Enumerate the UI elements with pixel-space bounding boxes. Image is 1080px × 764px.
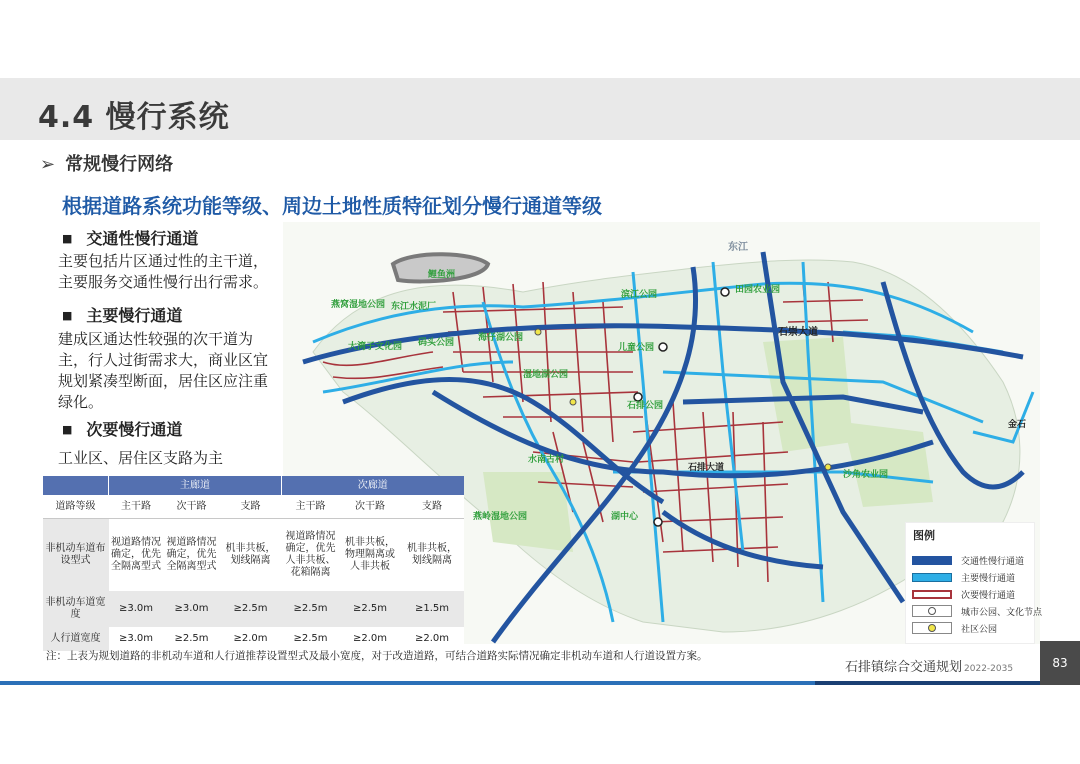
map-legend	[905, 522, 1043, 644]
column-header: 主干路	[282, 495, 340, 519]
table-cell: ≥1.5m	[401, 591, 464, 627]
map-label: 石崇大道	[778, 327, 818, 338]
map-label: 滨江公园	[621, 290, 658, 300]
category-desc-secondary: 工业区、居住区支路为主	[58, 449, 224, 467]
section-subtitle	[40, 150, 173, 176]
table-cell: ≥2.0m	[340, 627, 401, 651]
map-label: 石排公园	[627, 401, 664, 411]
community-park-marker	[535, 329, 541, 335]
city-park-marker	[654, 518, 662, 526]
group-header: 主廊道	[109, 476, 282, 495]
table-cell: ≥2.5m	[340, 591, 401, 627]
map-label: 水南古村	[528, 455, 565, 465]
map-label: 燕窝湿地公园	[331, 300, 386, 310]
bullet-icon: ■	[62, 423, 73, 436]
community-park-marker	[570, 399, 576, 405]
map-label: 海仔湖公园	[478, 333, 524, 343]
category-heading-main: ■ 主要慢行通道	[62, 306, 183, 325]
category-heading-secondary: ■ 次要慢行通道	[62, 420, 183, 439]
subtitle-text: 常规慢行网络	[65, 154, 174, 175]
category-desc-traffic: 主要包括片区通过性的主干道，主要服务交通性慢行出行需求。	[58, 252, 269, 291]
map-label: 东江水泥厂	[391, 302, 437, 312]
table-cell: 机非共板，划线隔离	[401, 519, 464, 592]
map-label: 大湾子文化园	[348, 342, 403, 352]
legend-swatch	[912, 573, 952, 582]
circle-icon	[928, 624, 936, 632]
circle-icon	[928, 607, 936, 615]
map-label: 沙角农业园	[843, 470, 889, 480]
table-cell: 非机动车道宽度	[43, 591, 109, 627]
table-row	[43, 591, 464, 627]
table-cell: 机非共板，物理隔离或人非共板	[340, 519, 401, 592]
map-label: 金石	[1008, 420, 1027, 430]
map-label: 田园农业园	[735, 285, 781, 295]
category-desc-main: 建成区通达性较强的次干道为主，行人过街需求大，商业区宜规划紧凑型断面，居住区应注重绿化。	[58, 330, 269, 411]
table-cell: ≥2.0m	[401, 627, 464, 651]
table-cell: ≥3.0m	[164, 591, 220, 627]
table-cell: ≥2.0m	[220, 627, 282, 651]
community-park-marker	[825, 464, 831, 470]
column-header: 支路	[401, 495, 464, 519]
legend-swatch	[912, 622, 952, 634]
category-heading-traffic: ■ 交通性慢行通道	[62, 229, 199, 248]
chevron-icon: ➢	[40, 154, 56, 175]
table-row	[43, 519, 464, 592]
plan-years: 2022-2035	[964, 664, 1014, 674]
legend-item-traffic: 交通性慢行通道	[912, 553, 1024, 567]
city-park-marker	[721, 288, 729, 296]
table-cell: ≥2.5m	[220, 591, 282, 627]
legend-item-community-park: 社区公园	[912, 621, 997, 635]
table-cell: ≥3.0m	[109, 591, 164, 627]
map-label: 东江	[728, 242, 748, 253]
spec-table	[42, 476, 464, 651]
bullet-icon: ■	[62, 232, 73, 245]
table-cell: ≥2.5m	[282, 627, 340, 651]
table-group-header	[43, 476, 464, 495]
legend-item-city-park: 城市公园、文化节点	[912, 604, 1042, 618]
map-label: 儿童公园	[618, 343, 655, 353]
plan-name: 石排镇综合交通规划 2022-2035	[845, 660, 1014, 675]
column-header: 主干路	[109, 495, 164, 519]
map-label: 燕岭湿地公园	[473, 512, 528, 522]
headline: 根据道路系统功能等级、周边土地性质特征划分慢行通道等级	[62, 194, 602, 218]
city-park-marker	[634, 393, 642, 401]
legend-item-main: 主要慢行通道	[912, 570, 1015, 584]
table-cell: 视道路情况确定，优先人非共板、花箱隔离	[282, 519, 340, 592]
table-cell: 人行道宽度	[43, 627, 109, 651]
footer-bar-accent	[815, 681, 1040, 685]
page-title: 4.4 慢行系统	[38, 100, 230, 135]
bullet-icon: ■	[62, 309, 73, 322]
group-header: 次廊道	[282, 476, 464, 495]
legend-title: 图例	[913, 529, 935, 542]
city-park-marker	[659, 343, 667, 351]
column-header: 次干路	[340, 495, 401, 519]
table-cell: 视道路情况确定，优先全隔离型式	[109, 519, 164, 592]
table-cell: ≥2.5m	[164, 627, 220, 651]
column-header: 支路	[220, 495, 282, 519]
column-header: 道路等级	[43, 495, 109, 519]
map-label: 鲤鱼洲	[428, 270, 456, 280]
map-label: 石排大道	[688, 463, 725, 473]
page-number: 83	[1040, 641, 1080, 685]
map-label: 湖中心	[611, 512, 639, 522]
table-cell: 非机动车道布设型式	[43, 519, 109, 592]
map-label: 码头公园	[418, 338, 455, 348]
legend-swatch	[912, 556, 952, 565]
table-column-header	[43, 495, 464, 519]
table-cell: ≥3.0m	[109, 627, 164, 651]
column-header: 次干路	[164, 495, 220, 519]
map-label: 湿地湖公园	[523, 370, 569, 380]
table-cell: ≥2.5m	[282, 591, 340, 627]
table-cell: 视道路情况确定，优先全隔离型式	[164, 519, 220, 592]
legend-item-secondary: 次要慢行通道	[912, 587, 1015, 601]
legend-swatch	[912, 590, 952, 599]
table-cell: 机非共板，划线隔离	[220, 519, 282, 592]
legend-swatch	[912, 605, 952, 617]
footnote: 注：上表为规划道路的非机动车道和人行道推荐设置型式及最小宽度，对于改造道路，可结合道路实际情况确定非机动车道和人行道设置方案。	[46, 650, 708, 662]
